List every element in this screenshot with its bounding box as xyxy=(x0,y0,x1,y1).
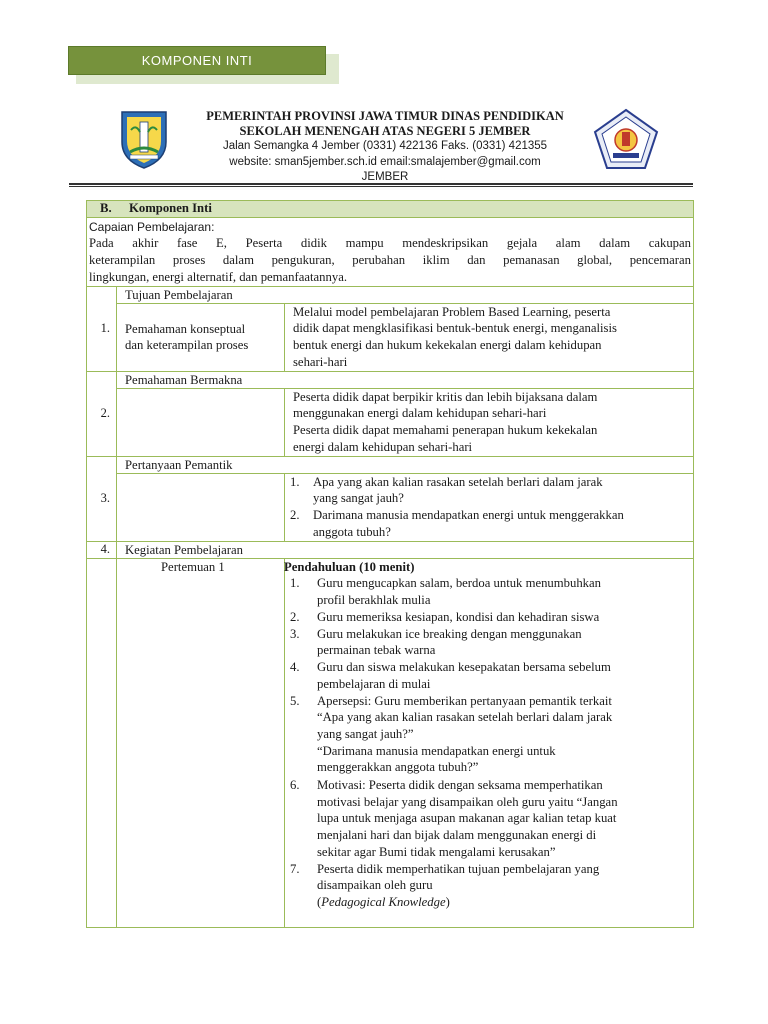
row-heading: Kegiatan Pembelajaran xyxy=(125,543,244,557)
row-sub-label: Pemahaman konseptual xyxy=(125,322,246,336)
row-heading: Pertanyaan Pemantik xyxy=(125,458,233,472)
step-number: 7. xyxy=(290,862,300,876)
step-text: Guru melakukan ice breaking dengan menggunakan xyxy=(317,627,582,641)
row-number: 4. xyxy=(100,542,110,556)
step-text: “Apa yang akan kalian rasakan setelah berlari dalam jarak xyxy=(317,710,613,724)
step-number: 2. xyxy=(290,610,300,624)
question-text: anggota tubuh? xyxy=(313,525,391,539)
knowledge-note xyxy=(317,894,450,911)
step-number: 5. xyxy=(290,694,300,708)
question-number: 2. xyxy=(290,508,300,522)
table-divider xyxy=(116,286,117,928)
question-text: yang sangat jauh? xyxy=(313,491,404,505)
question-text: Darimana manusia mendapatkan energi untuk menggerakkan xyxy=(313,508,624,522)
question-number: 1. xyxy=(290,475,300,489)
letterhead-title-1: PEMERINTAH PROVINSI JAWA TIMUR DINAS PENDIDIKAN xyxy=(206,109,564,123)
step-number: 6. xyxy=(290,778,300,792)
step-number: 1. xyxy=(290,576,300,590)
step-text: Motivasi: Peserta didik dengan seksama memperhatikan xyxy=(317,778,603,792)
step-text: profil berakhlak mulia xyxy=(317,593,431,607)
step-text: motivasi belajar yang disampaikan oleh guru yaitu “Jangan xyxy=(317,795,618,809)
table-divider xyxy=(86,217,694,218)
step-number: 3. xyxy=(290,627,300,641)
row-content-line: bentuk energi dan hukum kekekalan energi dalam kehidupan xyxy=(293,338,602,352)
row-number: 2. xyxy=(100,406,110,420)
step-text: menggerakkan anggota tubuh?” xyxy=(317,760,479,774)
capaian-text-line: Pada akhir fase E, Peserta didik mampu mendeskripsikan gejala alam dalam cakupan xyxy=(89,236,691,250)
capaian-label: Capaian Pembelajaran: xyxy=(89,220,215,234)
row-content-line: Peserta didik dapat memahami penerapan hukum kekekalan xyxy=(293,423,598,437)
table-divider xyxy=(284,303,285,371)
capaian-text-line: lingkungan, energi alternatif, dan pemanfaatannya. xyxy=(89,270,347,284)
table-border xyxy=(86,200,87,928)
phase-title: Pendahuluan (10 menit) xyxy=(284,560,415,574)
knowledge-paren-open: ( xyxy=(317,895,322,909)
section-letter: B. xyxy=(100,201,112,215)
knowledge-paren-close: ) xyxy=(445,895,450,909)
row-heading: Tujuan Pembelajaran xyxy=(125,288,233,302)
question-text: Apa yang akan kalian rasakan setelah berlari dalam jarak xyxy=(313,475,603,489)
row-content-line: didik dapat mengklasifikasi bentuk-bentuk energi, menganalisis xyxy=(293,321,617,335)
row-content-line: sehari-hari xyxy=(293,355,348,369)
step-text: menjalani hari dan bijak dalam menggunakan energi di xyxy=(317,828,597,842)
letterhead-title-2: SEKOLAH MENENGAH ATAS NEGERI 5 JEMBER xyxy=(239,124,531,138)
step-text: yang sangat jauh?” xyxy=(317,727,414,741)
section-title: Komponen Inti xyxy=(129,201,212,215)
step-text: pembelajaran di mulai xyxy=(317,677,431,691)
step-number: 4. xyxy=(290,660,300,674)
table-divider xyxy=(284,388,285,456)
step-text: permainan tebak warna xyxy=(317,643,436,657)
table-divider xyxy=(284,473,285,541)
row-content-line: Peserta didik dapat berpikir kritis dan lebih bijaksana dalam xyxy=(293,390,598,404)
meeting-label: Pertemuan 1 xyxy=(161,560,225,574)
letterhead-contact: website: sman5jember.sch.id email:smalajember@gmail.com xyxy=(229,156,541,168)
row-sub-label: dan keterampilan proses xyxy=(125,338,249,352)
step-text: Guru mengucapkan salam, berdoa untuk menumbuhkan xyxy=(317,576,601,590)
table-border xyxy=(693,200,694,928)
row-heading: Pemahaman Bermakna xyxy=(125,373,243,387)
step-text: lupa untuk menjaga asupan makanan agar kalian tetap kuat xyxy=(317,811,617,825)
letterhead-rule-thin xyxy=(69,186,693,187)
row-content-line: Melalui model pembelajaran Problem Based Learning, peserta xyxy=(293,305,611,319)
knowledge-type: Pedagogical Knowledge xyxy=(321,895,446,909)
banner-title: KOMPONEN INTI xyxy=(141,53,253,68)
row-number: 1. xyxy=(100,321,110,335)
step-text: Peserta didik memperhatikan tujuan pembelajaran yang xyxy=(317,862,600,876)
school-pentagon-logo xyxy=(593,108,659,170)
step-text: “Darimana manusia mendapatkan energi untuk xyxy=(317,744,556,758)
row-content-line: energi dalam kehidupan sehari-hari xyxy=(293,440,473,454)
capaian-text-line: keterampilan proses dalam pengukuran, perubahan iklim dan pemanasan global, pencemaran xyxy=(89,253,691,267)
step-text: Apersepsi: Guru memberikan pertanyaan pemantik terkait xyxy=(317,694,612,708)
letterhead-rule-thick xyxy=(69,183,693,185)
letterhead-city: JEMBER xyxy=(361,171,409,183)
east-java-crest-logo xyxy=(118,108,170,170)
table-divider xyxy=(284,558,285,928)
row-content-line: menggunakan energi dalam kehidupan sehari-hari xyxy=(293,406,547,420)
letterhead-address: Jalan Semangka 4 Jember (0331) 422136 Faks. (0331) 421355 xyxy=(222,140,548,152)
step-text: disampaikan oleh guru xyxy=(317,878,433,892)
table-border xyxy=(86,927,694,928)
section-banner xyxy=(68,46,326,75)
row-number: 3. xyxy=(100,491,110,505)
step-text: sekitar agar Bumi tidak mengalami kerusakan” xyxy=(317,845,556,859)
step-text: Guru dan siswa melakukan kesepakatan bersama sebelum xyxy=(317,660,611,674)
core-component-table xyxy=(86,200,694,928)
step-text: Guru memeriksa kesiapan, kondisi dan kehadiran siswa xyxy=(317,610,600,624)
